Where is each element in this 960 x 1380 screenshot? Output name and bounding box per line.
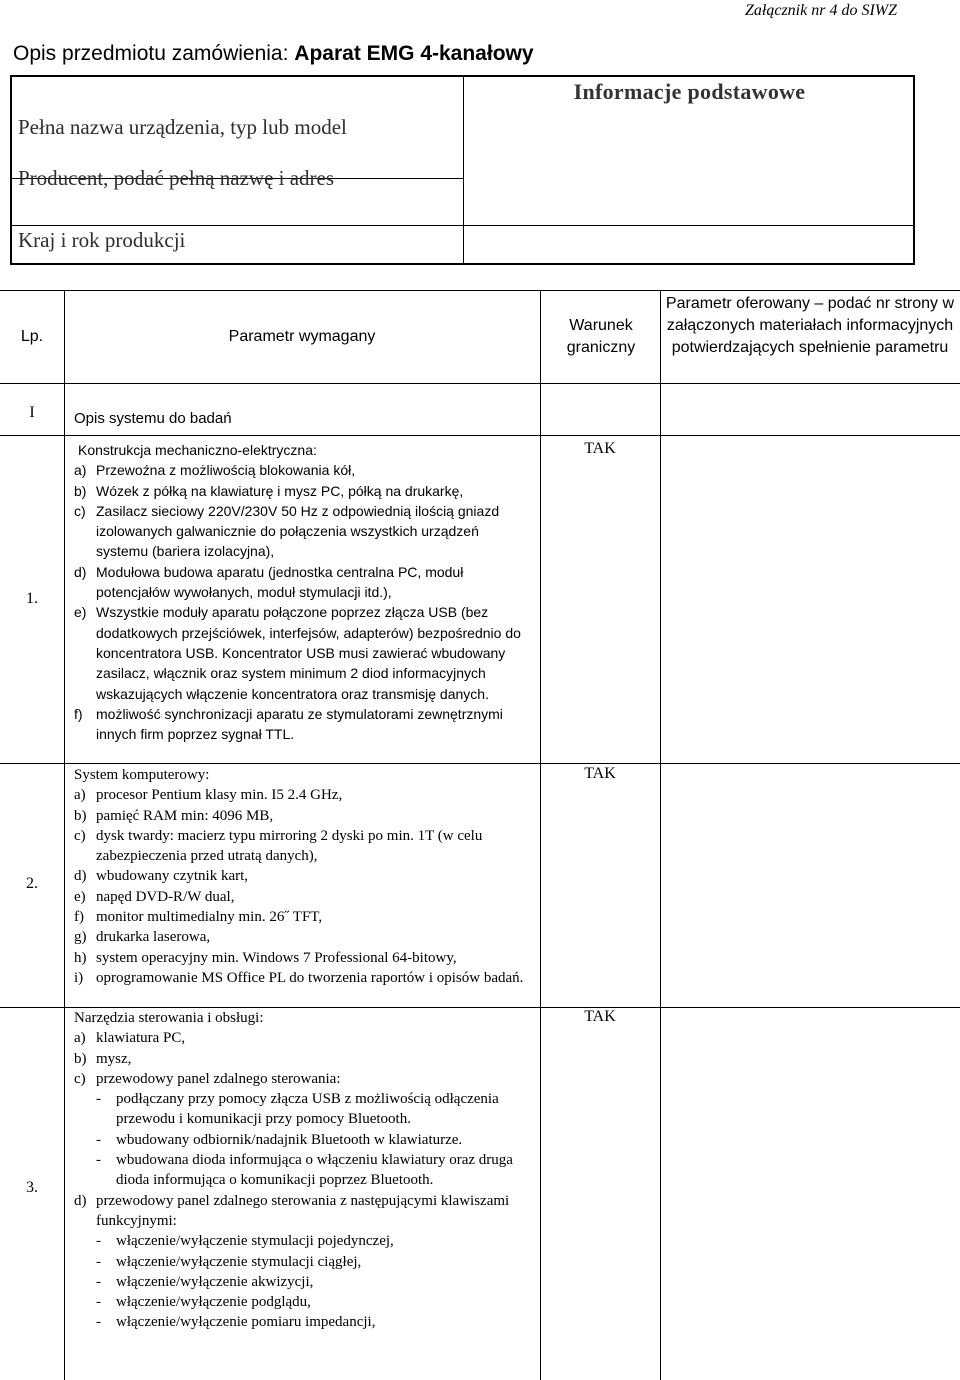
row-2-parameter-text: [74, 765, 534, 988]
section-title: Opis systemu do badań: [74, 410, 232, 427]
basic-info-table: [10, 75, 915, 265]
param-item: [74, 1069, 534, 1089]
item-marker: -: [96, 1294, 101, 1311]
requirements-table: [0, 290, 960, 1380]
param-item: [74, 1028, 534, 1048]
param-item: [74, 1191, 534, 1232]
item-marker: a): [74, 1030, 86, 1047]
document-title: [13, 42, 534, 66]
item-text: Wszystkie moduły aparatu połączone poprzez złącza USB (bez dodatkowych przejściówek, interfejsów, adapterów) bezpośrednio do koncentratora USB. Koncentrator USB musi zawierać wbudowany zasilacz, włącznik oraz system minimum 2 diod informacyjnych wskazujących włączenie koncentratora oraz transmisję danych.: [96, 604, 521, 702]
item-marker: -: [96, 1091, 101, 1108]
param-subitem: [74, 1130, 534, 1150]
item-marker: g): [74, 929, 87, 946]
item-marker: -: [96, 1253, 101, 1270]
item-marker: a): [74, 787, 86, 804]
param-item: [74, 704, 534, 745]
header-lp: Lp.: [20, 328, 44, 345]
param-item: [74, 785, 534, 805]
info-label-device-name: Pełna nazwa urządzenia, typ lub model: [18, 115, 347, 139]
item-marker: -: [96, 1314, 101, 1331]
param-item: [74, 602, 534, 703]
info-label-country-year: Kraj i rok produkcji: [18, 228, 186, 252]
param-item: [74, 927, 534, 947]
item-text: włączenie/wyłączenie akwizycji,: [116, 1273, 314, 1290]
param-item: [74, 866, 534, 886]
item-text: monitor multimedialny min. 26˝ TFT,: [96, 909, 323, 926]
item-marker: -: [96, 1233, 101, 1250]
annex-label: Załącznik nr 4 do SIWZ: [745, 2, 897, 19]
param-item: [74, 948, 534, 968]
info-label-manufacturer: Producent, podać pełną nazwę i adres: [18, 166, 335, 190]
item-marker: b): [74, 807, 87, 824]
param-item: [74, 887, 534, 907]
item-text: procesor Pentium klasy min. I5 2.4 GHz,: [96, 787, 343, 804]
item-text: przewodowy panel zdalnego sterowania:: [96, 1070, 341, 1087]
item-text: wbudowany odbiornik/nadajnik Bluetooth w klawiaturze.: [116, 1131, 463, 1148]
item-marker: f): [74, 705, 83, 722]
param-item: [74, 907, 534, 927]
row-3-condition: TAK: [584, 1008, 616, 1025]
item-marker: f): [74, 909, 84, 926]
item-marker: -: [96, 1131, 101, 1148]
param-item: [74, 501, 534, 562]
param-item: [74, 1049, 534, 1069]
item-marker: h): [74, 949, 87, 966]
row-2-param-title: System komputerowy:: [74, 767, 210, 783]
param-item: [74, 562, 534, 603]
info-value-manufacturer[interactable]: [464, 179, 915, 224]
item-text: dysk twardy: macierz typu mirroring 2 dyski po min. 1T (w celu zabezpieczenia przed utratą danych),: [96, 827, 483, 865]
item-text: możliwość synchronizacji aparatu ze stymulatorami zewnętrznymi innych firm poprzez sygnał TTL.: [96, 705, 503, 743]
param-subitem: [74, 1272, 534, 1292]
row-1-parameter-text: [74, 440, 534, 744]
param-item: [74, 826, 534, 867]
param-item: [74, 481, 534, 501]
param-subitem: [74, 1312, 534, 1332]
section-number: I: [29, 404, 35, 421]
item-marker: c): [74, 502, 86, 519]
item-text: przewodowy panel zdalnego sterowania z następującymi klawiszami funkcyjnymi:: [96, 1192, 510, 1229]
param-item: [74, 460, 534, 480]
item-marker: i): [74, 969, 84, 986]
item-marker: a): [74, 462, 87, 479]
header-parameter: Parametr wymagany: [228, 328, 376, 345]
row-3-number: 3.: [26, 1179, 38, 1196]
item-text: wbudowany czytnik kart,: [96, 868, 249, 885]
item-marker: -: [96, 1273, 101, 1290]
item-text: napęd DVD-R/W dual,: [96, 888, 235, 905]
title-subject: Aparat EMG 4-kanałowy: [294, 42, 534, 65]
item-text: pamięć RAM min: 4096 MB,: [96, 807, 274, 824]
item-text: Zasilacz sieciowy 220V/230V 50 Hz z odpowiednią ilością gniazd izolowanych galwanicznie do połączenia wszystkich urządzeń systemu (bariera izolacyjna),: [96, 502, 500, 560]
item-marker: e): [74, 888, 86, 905]
param-item: [74, 968, 534, 988]
header-condition: Warunek graniczny: [566, 317, 636, 356]
param-subitem: [74, 1231, 534, 1251]
item-text: Przewoźna z możliwością blokowania kół,: [96, 462, 356, 479]
row-2-number: 2.: [26, 875, 38, 892]
info-value-device-name[interactable]: [464, 112, 915, 176]
item-text: włączenie/wyłączenie stymulacji pojedynczej,: [116, 1233, 394, 1250]
param-subitem: [74, 1089, 534, 1130]
item-marker: b): [74, 1050, 87, 1067]
item-text: Modułowa budowa aparatu (jednostka centralna PC, moduł potencjałów wywołanych, moduł stymulacji itd.),: [96, 563, 464, 601]
item-text: włączenie/wyłączenie stymulacji ciągłej,: [116, 1253, 362, 1270]
item-marker: -: [96, 1152, 101, 1169]
item-marker: d): [74, 868, 87, 885]
param-subitem: [74, 1150, 534, 1191]
item-text: system operacyjny min. Windows 7 Professional 64-bitowy,: [96, 949, 457, 966]
row-1-condition: TAK: [584, 440, 616, 457]
title-prefix: Opis przedmiotu zamówienia:: [13, 42, 289, 65]
item-text: drukarka laserowa,: [96, 929, 211, 946]
row-1-number: 1.: [26, 590, 38, 607]
item-text: Wózek z półką na klawiaturę i mysz PC, półką na drukarkę,: [96, 482, 464, 499]
header-offered: Parametr oferowany – podać nr strony w załączonych materiałach informacyjnych potwierdzających spełnienie parametru: [665, 295, 955, 356]
item-marker: c): [74, 1070, 86, 1087]
item-text: podłączany przy pomocy złącza USB z możliwością odłączenia przewodu i komunikacji przy pomocy Bluetooth.: [116, 1091, 499, 1128]
param-item: [74, 806, 534, 826]
param-subitem: [74, 1252, 534, 1272]
item-text: klawiatura PC,: [96, 1030, 186, 1047]
item-marker: e): [74, 604, 87, 621]
row-2-condition: TAK: [584, 765, 616, 782]
item-marker: b): [74, 482, 87, 499]
item-text: wbudowana dioda informująca o włączeniu klawiatury oraz druga dioda informująca o komunikacji poprzez Bluetooth.: [116, 1152, 513, 1189]
item-text: oprogramowanie MS Office PL do tworzenia raportów i opisów badań.: [96, 969, 524, 986]
row-2-offered-cell[interactable]: [661, 764, 959, 1006]
row-1-param-title: Konstrukcja mechaniczno-elektryczna:: [78, 442, 317, 458]
item-text: włączenie/wyłączenie podglądu,: [116, 1294, 311, 1311]
row-3-param-title: Narzędzia sterowania i obsługi:: [74, 1010, 264, 1026]
row-3-offered-cell[interactable]: [661, 1008, 959, 1378]
param-subitem: [74, 1292, 534, 1312]
item-marker: d): [74, 563, 87, 580]
row-3-parameter-text: [74, 1008, 534, 1333]
basic-info-header: Informacje podstawowe: [573, 79, 806, 104]
item-text: mysz,: [96, 1050, 132, 1067]
item-marker: c): [74, 827, 86, 844]
row-1-offered-cell[interactable]: [661, 436, 959, 762]
item-marker: d): [74, 1192, 87, 1209]
info-value-country-year[interactable]: [464, 226, 915, 264]
item-text: włączenie/wyłączenie pomiaru impedancji,: [116, 1314, 376, 1331]
